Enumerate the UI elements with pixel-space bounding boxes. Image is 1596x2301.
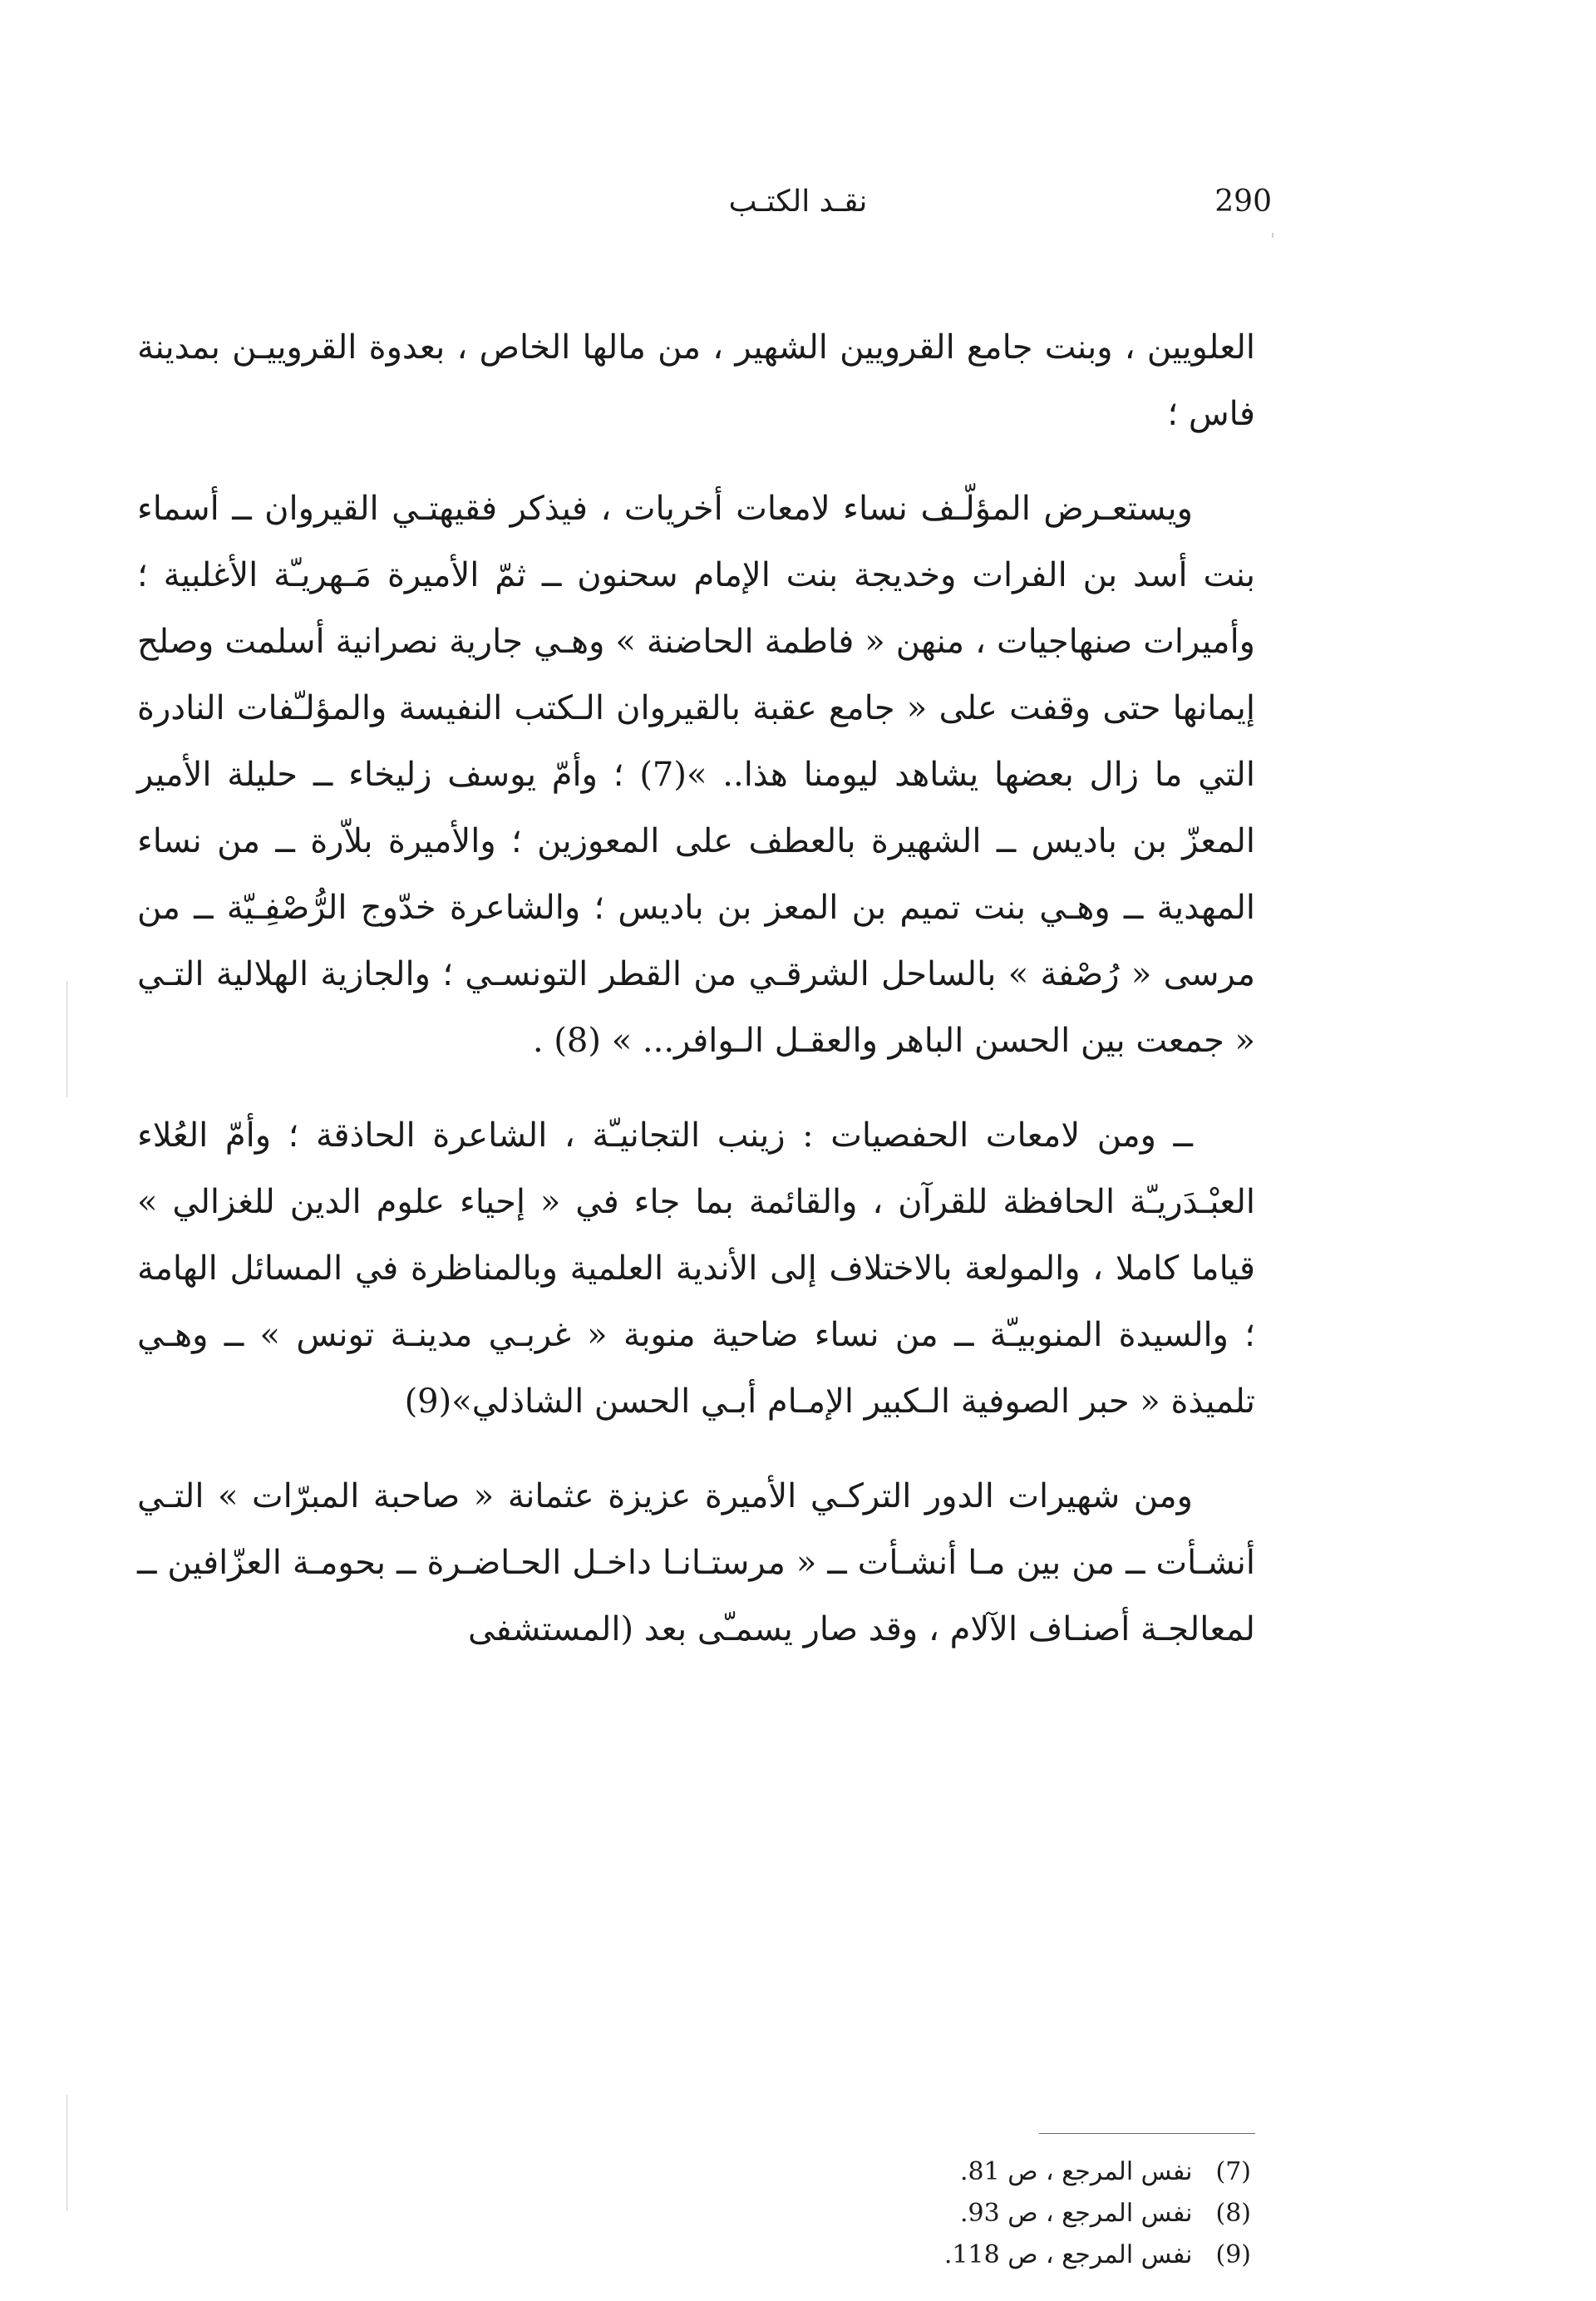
page-header xyxy=(349,185,1272,234)
running-title: نقـد الكتـب xyxy=(728,185,868,219)
page-number: 290 xyxy=(1214,185,1272,219)
paragraph: ــ ومن لامعات الحفصيات : زينب التجانيـّة ، الشاعرة الحاذقة ؛ وأمّ العُلاء العبْـدَريـّة الحافظة للقرآن ، والقائمة بما جاء في « إحياء علوم الدين للغزالي » قياما كاملا ، والمولعة بالاختلاف إلى الأندية العلمية وبالمناظرة في المسائل الهامة ؛ والسيدة المنوبيـّة ــ من نساء ضاحية منوبة « غربـي مدينـة تونس » ــ وهـي تلميذة « حبر الصوفية الـكبير الإمـام أبـي الحسن الشاذلي»(9) xyxy=(137,1116,1255,1421)
paragraph: ويستعـرض المؤلّـف نساء لامعات أخريات ، فيذكر فقيهتـي القيروان ــ أسماء بنت أسد بن الفرات وخديجة بنت الإمام سحنون ــ ثمّ الأميرة مَـهريـّة الأغلبية ؛ وأميرات صنهاجيات ، منهن « فاطمة الحاضنة » وهـي جارية نصرانية أسلمت وصلح إيمانها حتى وقفت على « جامع عقبة بالقيروان الـكتب النفيسة والمؤلـّفات النادرة التي ما زال بعضها يشاهد ليومنا هذا.. »(7) ؛ وأمّ يوسف زليخاء ــ حليلة الأمير المعزّ بن باديس ــ الشهيرة بالعطف على المعوزين ؛ والأميرة بلاّرة ــ من نساء المهدية ــ وهـي بنت تميم بن المعز بن باديس ؛ والشاعرة خدّوج الرُّصْفِـيّة ــ من مرسى « رُصْفة » بالساحل الشرقـي من القطر التونسـي ؛ والجازية الهلالية التـي « جمعت بين الحسن الباهر والعقـل الـوافر... » (8) . xyxy=(137,490,1255,1060)
paragraph: العلويين ، وبنت جامع القرويين الشهير ، من مالها الخاص ، بعدوة القروييـن بمدينة فاس ؛ xyxy=(137,328,1255,433)
footnote-number: (7) xyxy=(1215,2157,1251,2186)
footnote-number: (8) xyxy=(1215,2199,1251,2228)
footnote xyxy=(748,2193,1251,2234)
scan-mark xyxy=(66,2095,67,2211)
footnote-text: نفس المرجع ، ص 93. xyxy=(959,2199,1193,2228)
footnotes xyxy=(748,2151,1251,2276)
body-text xyxy=(137,314,1255,1691)
footnote-separator xyxy=(1039,2133,1255,2134)
scan-mark xyxy=(66,981,67,1097)
footnote-text: نفس المرجع ، ص 81. xyxy=(959,2157,1193,2186)
paragraph: ومن شهيرات الدور التركـي الأميرة عزيزة عثمانة « صاحبة المبرّات » التـي أنشـأت ــ من بين مـا أنشـأت ــ « مرستـانـا داخـل الحـاضـرة ــ بحومـة العزّافين ــ لمعالجـة أصنـاف الآلام ، وقد صار يسمـّى بعد (المستشفى xyxy=(137,1477,1255,1648)
footnote-text: نفس المرجع ، ص 118. xyxy=(943,2240,1193,2269)
footnote xyxy=(748,2234,1251,2276)
footnote-number: (9) xyxy=(1215,2240,1251,2269)
scan-mark xyxy=(1272,233,1273,238)
footnote xyxy=(748,2151,1251,2193)
